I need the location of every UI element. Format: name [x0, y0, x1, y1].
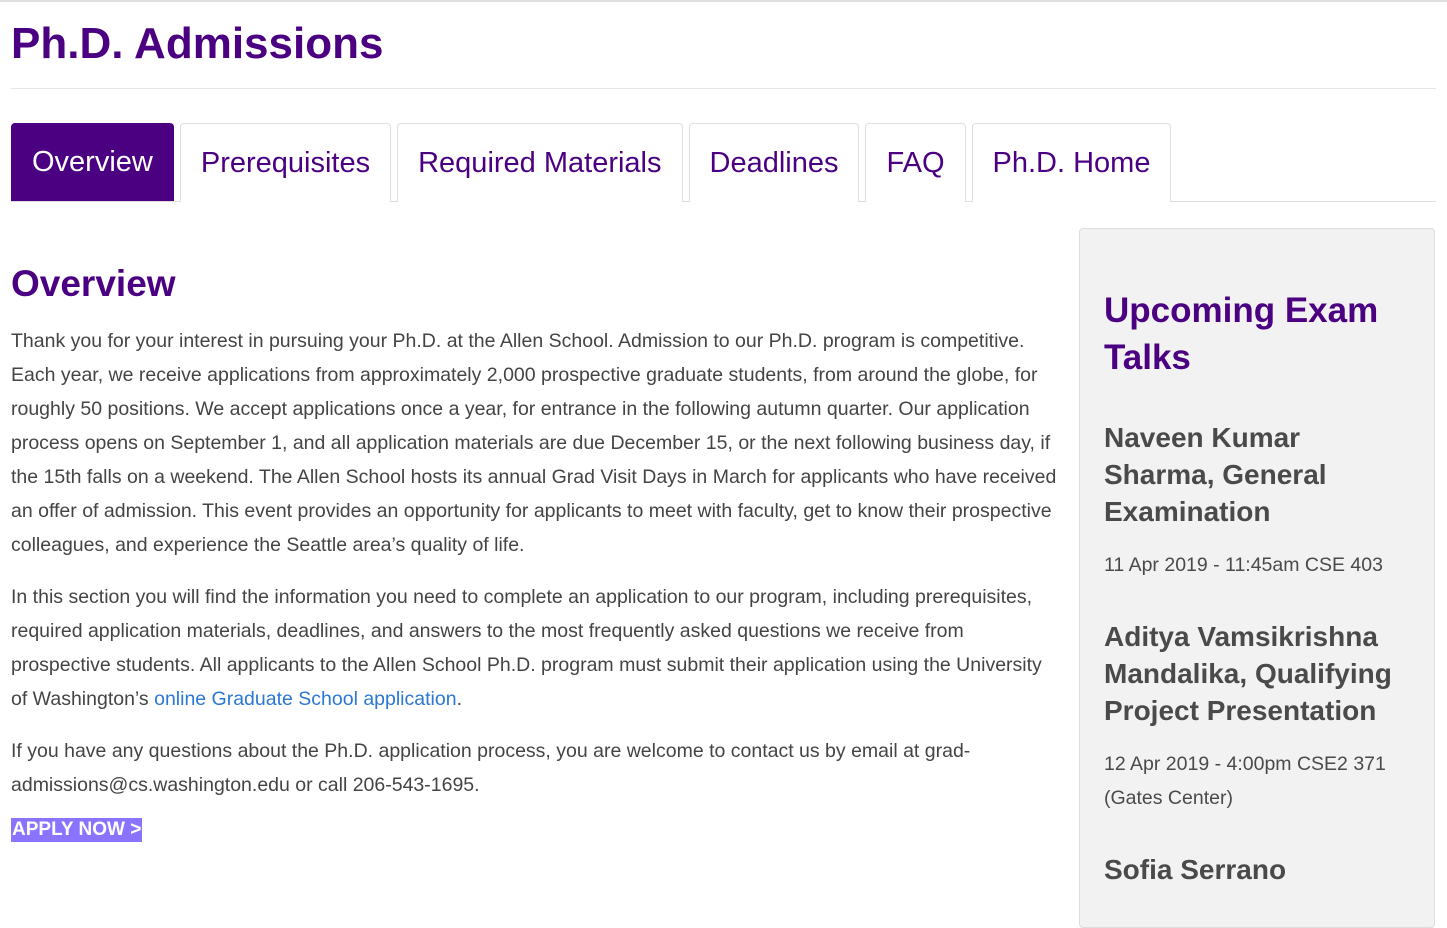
- talk-title[interactable]: Naveen Kumar Sharma, General Examination: [1104, 422, 1327, 527]
- info-paragraph: [11, 580, 1061, 716]
- talk-meta: 12 Apr 2019 - 4:00pm CSE2 371 (Gates Center): [1104, 753, 1386, 809]
- info-paragraph-text: In this section you will find the information you need to complete an application to our program, including prerequisites, required application materials, deadlines, and answers to the most frequently asked questions we receive from prospective students. All applicants to the Allen School Ph.D. program must submit their application using the University of Washington’s: [11, 586, 1042, 710]
- tab-prerequisites[interactable]: Prerequisites: [180, 123, 391, 202]
- talk-title[interactable]: Aditya Vamsikrishna Mandalika, Qualifying Project Presentation: [1104, 621, 1392, 726]
- section-tabs: [11, 123, 1436, 202]
- talk-title[interactable]: Sofia Serrano: [1104, 854, 1287, 885]
- tab-phd-home[interactable]: Ph.D. Home: [972, 123, 1172, 202]
- section-heading: Overview: [11, 263, 176, 304]
- sidebar-title: Upcoming Exam Talks: [1104, 291, 1379, 377]
- tab-faq[interactable]: FAQ: [865, 123, 965, 202]
- page-title: Ph.D. Admissions: [11, 19, 384, 68]
- apply-now-link[interactable]: APPLY NOW >: [12, 819, 142, 840]
- talk-meta: 11 Apr 2019 - 11:45am CSE 403: [1104, 554, 1383, 576]
- title-divider: [11, 88, 1436, 89]
- main-content: [11, 260, 1061, 842]
- contact-paragraph: If you have any questions about the Ph.D. application process, you are welcome to contact us by email at grad-admissions@cs.washington.edu or call 206-543-1695.: [11, 740, 971, 796]
- intro-paragraph: Thank you for your interest in pursuing your Ph.D. at the Allen School. Admission to our Ph.D. program is competitive. Each year, we receive applications from approximately 2,000 prospective graduate students, from around the globe, for roughly 50 positions. We accept applications once a year, for entrance in the following autumn quarter. Our application process opens on September 1, and all application materials are due December 15, or the next following business day, if the 15th falls on a weekend. The Allen School hosts its annual Grad Visit Days in March for applicants who have received an offer of admission. This event provides an opportunity for applicants to meet with faculty, get to know their prospective colleagues, and experience the Seattle area’s quality of life.: [11, 330, 1057, 556]
- tab-deadlines[interactable]: Deadlines: [689, 123, 860, 202]
- info-paragraph-end: .: [456, 688, 462, 710]
- exam-talks-sidebar: [1079, 228, 1435, 928]
- graduate-school-application-link[interactable]: online Graduate School application: [154, 688, 457, 710]
- tab-required-materials[interactable]: Required Materials: [397, 123, 682, 202]
- tab-overview[interactable]: Overview: [11, 123, 174, 201]
